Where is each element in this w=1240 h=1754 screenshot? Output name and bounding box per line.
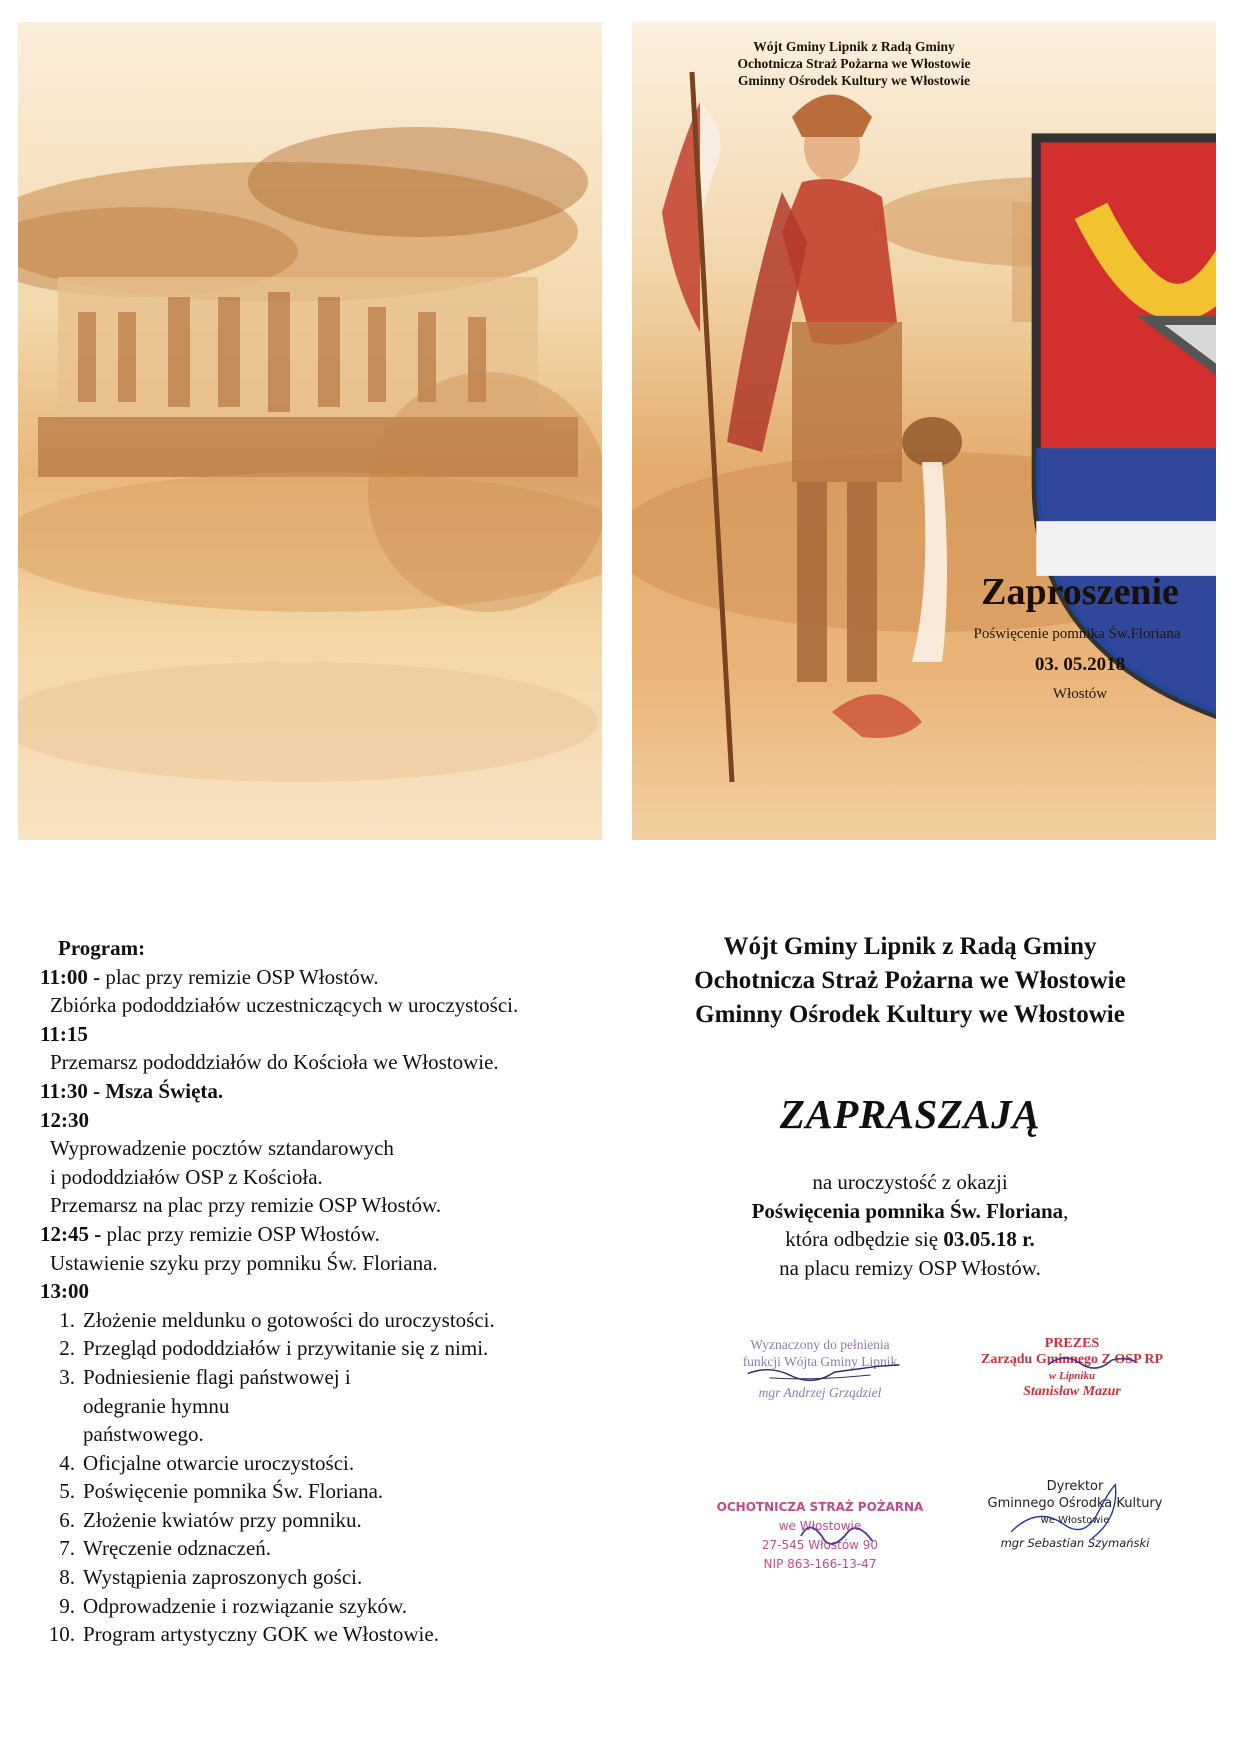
schedule-time: 13:00: [40, 1279, 89, 1304]
cover-place: Włostów: [1052, 686, 1108, 702]
cover-date: 03. 05.2018: [1034, 654, 1126, 675]
list-item: 2. Przegląd pododdziałów i przywitanie się z nimi.: [59, 1336, 489, 1361]
schedule-detail: Ustawienie szyku przy pomniku Św. Floriana.: [50, 1250, 438, 1275]
schedule-time: 12:30: [40, 1107, 89, 1132]
list-item: 5. Poświęcenie pomnika Św. Floriana.: [59, 1479, 384, 1504]
schedule-text: plac przy remizie OSP Włostów.: [105, 964, 379, 989]
occasion-line: na placu remizy OSP Włostów.: [779, 1255, 1041, 1280]
schedule-detail: Przemarsz pododdziałów do Kościoła we Włostowie.: [50, 1050, 499, 1075]
palace-painting: [18, 22, 602, 840]
occasion-details: [620, 1168, 1200, 1282]
schedule-time: 11:00 -: [40, 964, 106, 989]
cover-organizer-line: Gminny Ośrodek Kultury we Włostowie: [737, 73, 971, 88]
cover-subtitle: Poświęcenie pomnika Św.Floriana: [973, 626, 1181, 642]
ceremony-steps-list: [40, 1306, 620, 1649]
list-item: 1. Złożenie meldunku o gotowości do uroczystości.: [59, 1307, 495, 1332]
list-item: 7. Wręczenie odznaczeń.: [59, 1536, 272, 1561]
schedule-detail: Wyprowadzenie pocztów sztandarowych: [50, 1136, 394, 1161]
list-item: 9. Odprowadzenie i rozwiązanie szyków.: [59, 1593, 408, 1618]
schedule-detail: Przemarsz na plac przy remizie OSP Włostów.: [50, 1193, 442, 1218]
organizer-line: Ochotnicza Straż Pożarna we Włostowie: [694, 967, 1126, 994]
invitation-text: [620, 930, 1200, 1282]
schedule-time: 11:30 - Msza Święta.: [40, 1078, 224, 1103]
list-item: 10. Program artystyczny GOK we Włostowie.: [48, 1622, 439, 1647]
occasion-line: która odbędzie się 03.05.18 r.: [785, 1227, 1035, 1252]
list-item: 6. Złożenie kwiatów przy pomniku.: [59, 1507, 362, 1532]
schedule-detail: i pododdziałów OSP z Kościoła.: [50, 1164, 323, 1189]
president-stamp: PREZES Zarządu Gminnego Z OSP RP w Lipniku Stanisław Mazur: [952, 1336, 1192, 1400]
cover-organizer-line: Ochotnicza Straż Pożarna we Włostowie: [737, 56, 971, 71]
schedule-entry: [40, 963, 620, 992]
cover-organizers: [704, 38, 1004, 89]
osp-fire-brigade-emblem-icon: [1096, 30, 1216, 840]
mayor-stamp: Wyznaczony do pełnienia funkcji Wójta Gminy Lipnik mgr Andrzej Grządziel: [690, 1336, 950, 1401]
cover-panel: [632, 22, 1216, 840]
schedule-time: 12:45 -: [40, 1221, 107, 1246]
occasion-line: Poświęcenia pomnika Św. Floriana,: [751, 1198, 1069, 1223]
program-schedule: [40, 934, 620, 1649]
list-item: 4. Oficjalne otwarcie uroczystości.: [59, 1450, 355, 1475]
occasion-line: na uroczystość z okazji: [812, 1170, 1008, 1194]
schedule-entry: [40, 1220, 620, 1249]
schedule-detail: Zbiórka pododdziałów uczestniczących w uroczystości.: [50, 993, 519, 1018]
fire-brigade-stamp: OCHOTNICZA STRAŻ POŻARNA we Włostowie 27-545 Włostów 90 NIP 863-166-13-47: [700, 1498, 940, 1574]
schedule-text: plac przy remizie OSP Włostów.: [106, 1221, 380, 1246]
program-title: Program:: [58, 936, 146, 960]
list-item: 3. Podniesienie flagi państwowej i odegranie hymnu państwowego.: [59, 1364, 351, 1447]
organizer-line: Wójt Gminy Lipnik z Radą Gminy: [723, 933, 1097, 960]
cover-title: Zaproszenie: [981, 571, 1179, 613]
list-item: 8. Wystąpienia zaproszonych gości.: [59, 1565, 363, 1590]
cover-organizer-line: Wójt Gminy Lipnik z Radą Gminy: [753, 39, 955, 54]
organizer-line: Gminny Ośrodek Kultury we Włostowie: [695, 1001, 1125, 1028]
culture-center-director-stamp: Dyrektor Gminnego Ośrodka Kultury we Włostowie mgr Sebastian Szymański: [960, 1478, 1190, 1552]
invitation-headline: ZAPRASZAJĄ: [779, 1091, 1041, 1137]
schedule-time: 11:15: [40, 1021, 88, 1046]
